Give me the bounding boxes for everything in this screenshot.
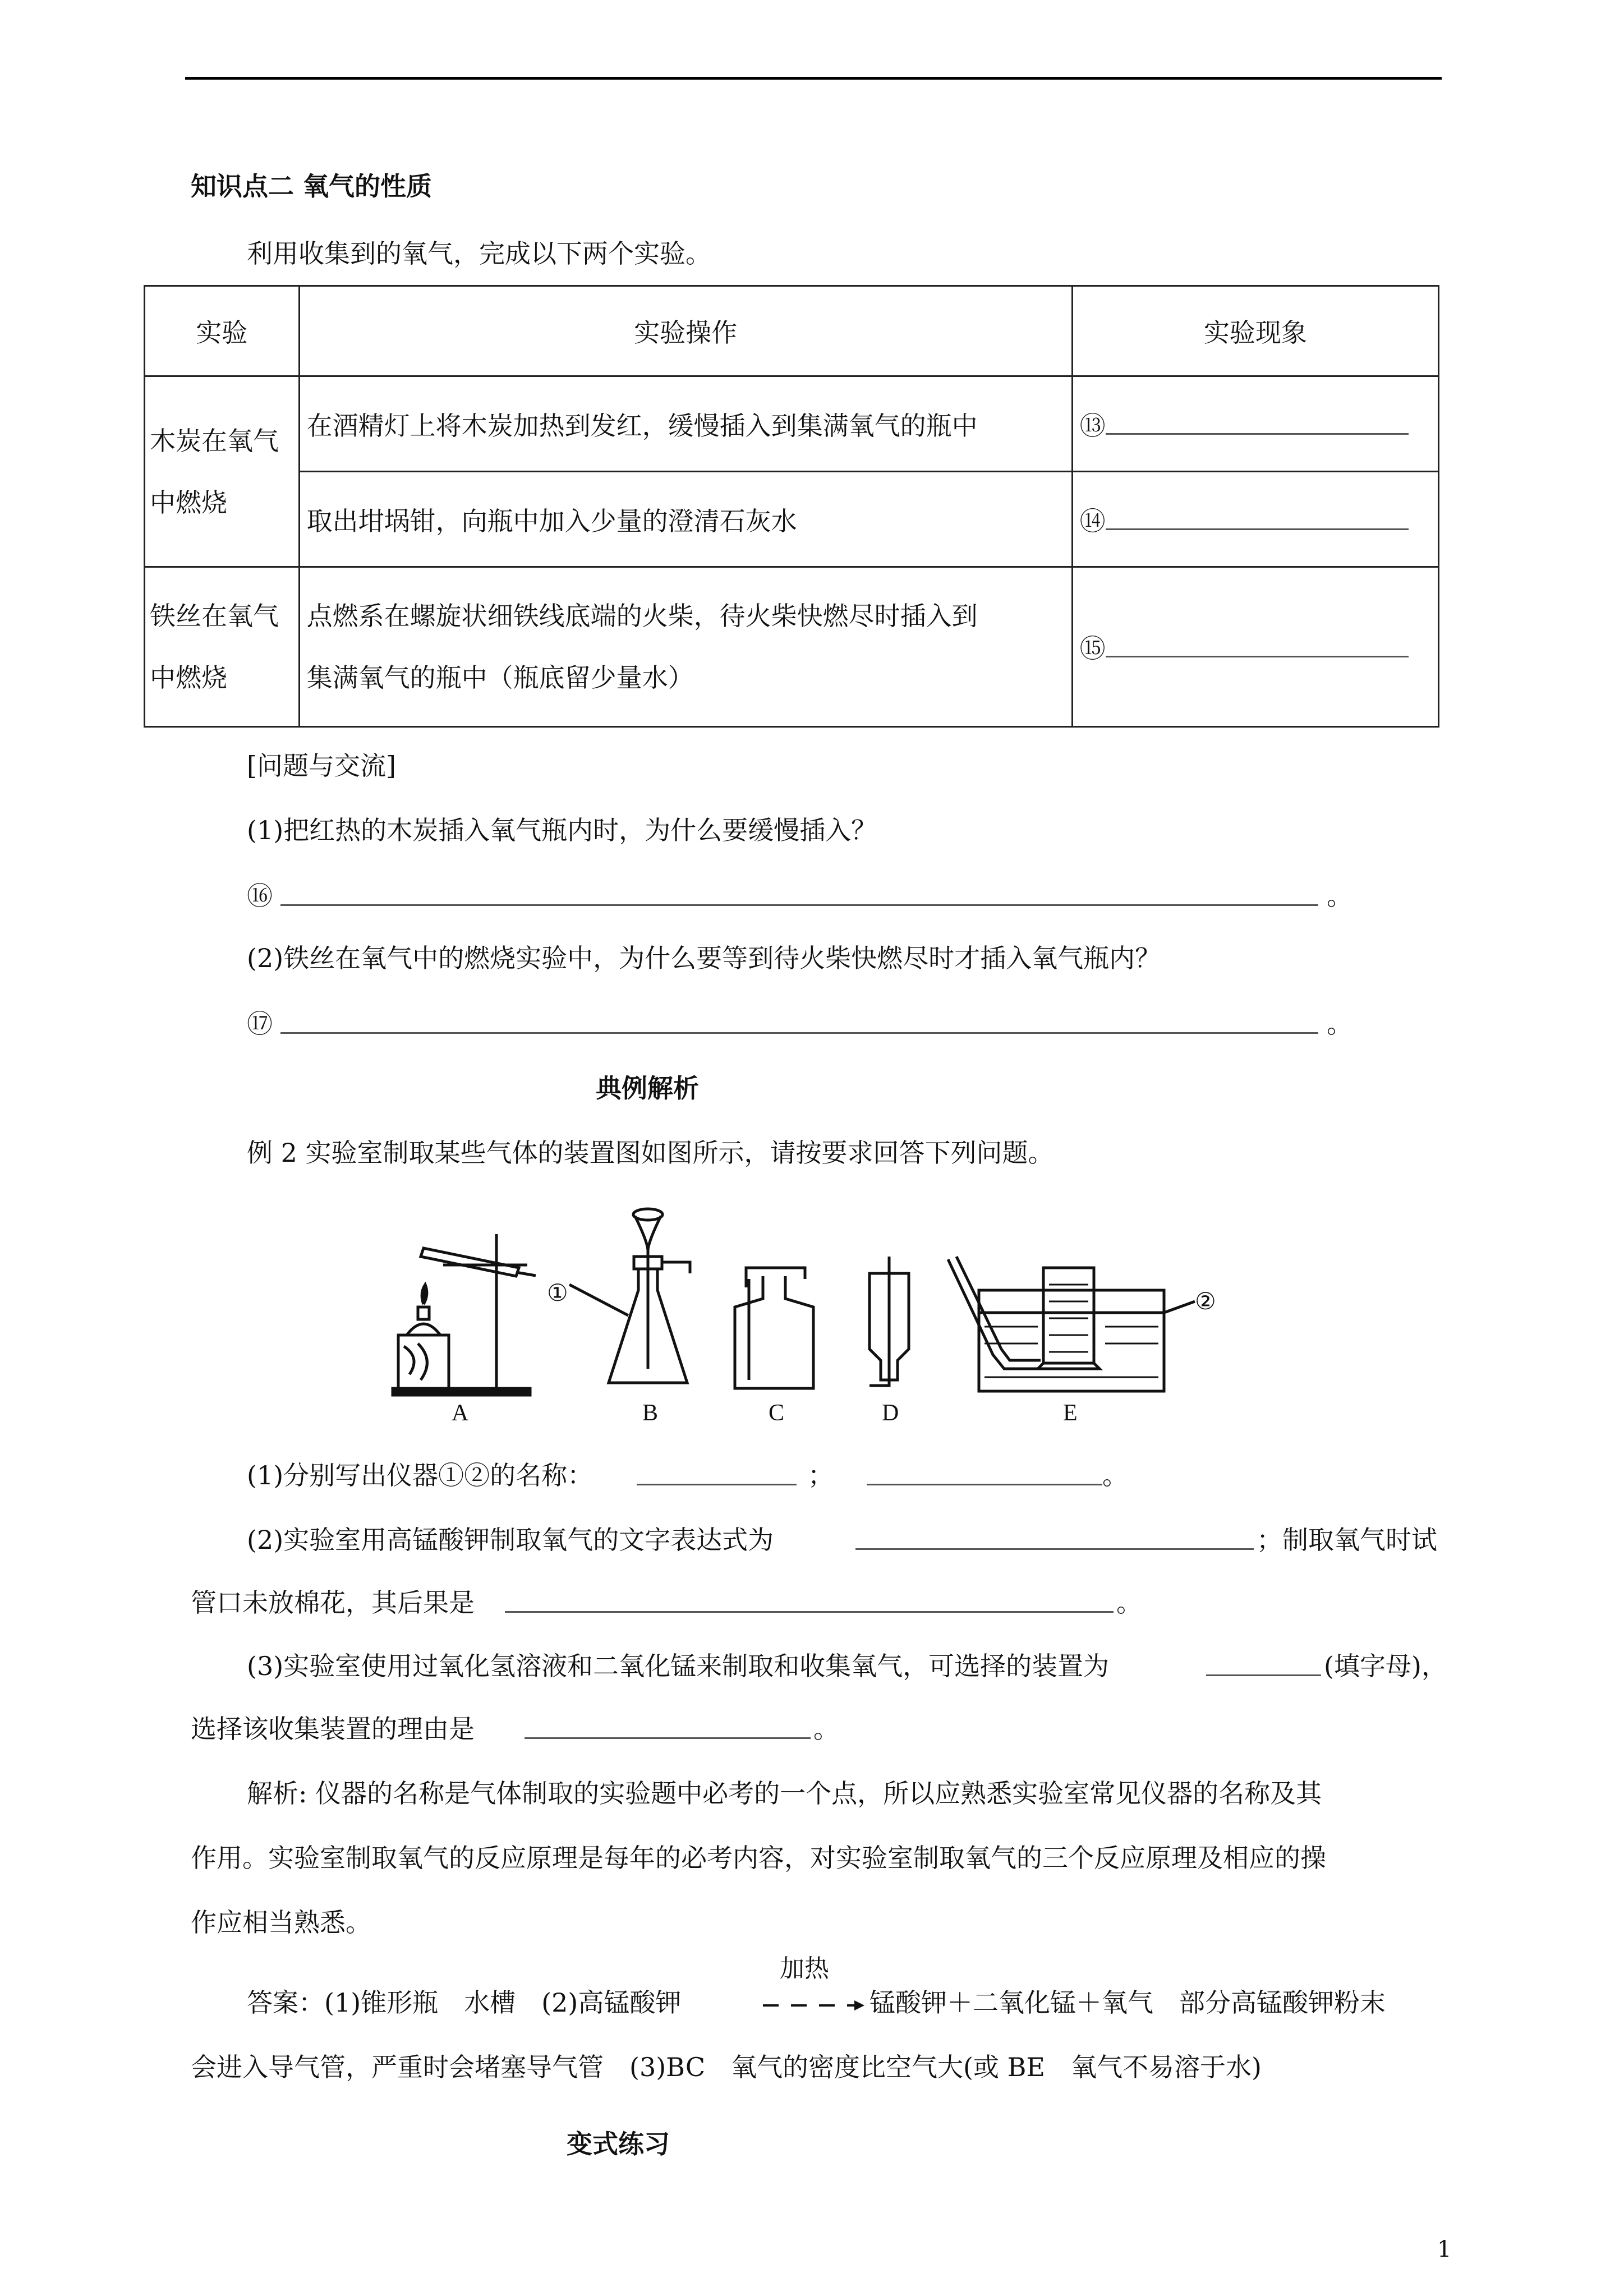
answer-blank-15[interactable]	[1106, 633, 1409, 657]
page-number: 1	[1437, 2237, 1452, 2262]
part-3-text-a: (3)实验室使用过氧化氢溶液和二氧化锰来制取和收集氧气，可选择的装置为	[247, 1651, 1110, 1681]
charcoal-label-1: 木炭在氧气	[150, 425, 279, 456]
answer-cell-13	[1072, 376, 1438, 472]
question-2: (2)铁丝在氧气中的燃烧实验中，为什么要等到待火柴快燃尽时才插入氧气瓶内？	[247, 943, 1161, 973]
blank-reason[interactable]	[525, 1737, 811, 1739]
blank-consequence[interactable]	[505, 1611, 1114, 1613]
iron-operation-2: 集满氧气的瓶中（瓶底留少量水）	[306, 662, 694, 693]
apparatus-e	[948, 1257, 1195, 1391]
answer-line-16[interactable]	[280, 904, 1318, 906]
intro-text: 利用收集到的氧气，完成以下两个实验。	[247, 238, 711, 269]
figure-label-b: B	[642, 1400, 659, 1426]
part-2-text-a: (2)实验室用高锰酸钾制取氧气的文字表达式为	[247, 1525, 774, 1555]
apparatus-d	[869, 1257, 909, 1386]
answer-line-2: 会进入导气管，严重时会堵塞导气管 (3)BC 氧气的密度比空气大(或 BE 氧气不易溶于水)	[191, 2052, 1262, 2082]
answer-mark-16: ⑯	[247, 881, 273, 911]
iron-operation-1: 点燃系在螺旋状细铁线底端的火柴，待火柴快燃尽时插入到	[306, 601, 978, 631]
example-heading: 典例解析	[596, 1073, 699, 1103]
answer-cell-15	[1072, 567, 1438, 727]
table-header-experiment: 实验	[145, 286, 300, 376]
apparatus-c	[735, 1268, 813, 1388]
answer-line-17[interactable]	[280, 1032, 1318, 1034]
part-3-text-c: 选择该收集装置的理由是	[191, 1714, 475, 1744]
answer-mark-15: ⑮	[1079, 633, 1106, 664]
part-2-text-b: ；制取氧气时试	[1257, 1525, 1437, 1555]
part-1-text: (1)分别写出仪器①②的名称：	[247, 1460, 594, 1490]
figure-mark-2: ②	[1195, 1289, 1216, 1315]
answer-line-1b: 锰酸钾＋二氧化锰＋氧气 部分高锰酸钾粉末	[869, 1987, 1386, 2018]
period-17: 。	[1327, 1009, 1352, 1039]
figure-label-d: D	[882, 1400, 899, 1426]
apparatus-b	[569, 1209, 690, 1383]
charcoal-operation-1: 在酒精灯上将木炭加热到发红，缓慢插入到集满氧气的瓶中	[299, 376, 1072, 472]
experiment-table	[144, 285, 1439, 728]
answer-blank-14[interactable]	[1106, 506, 1409, 530]
table-cell-charcoal	[145, 376, 300, 567]
qa-title: [问题与交流]	[247, 751, 396, 781]
answer-mark-13: ⑬	[1079, 410, 1106, 441]
iron-label-1: 铁丝在氧气	[150, 601, 279, 631]
figure-label-e: E	[1063, 1400, 1078, 1426]
apparatus-a	[393, 1234, 536, 1395]
heat-condition-label: 加热	[780, 1954, 829, 1983]
table-header-operation: 实验操作	[299, 286, 1072, 376]
analysis-line-2: 作用。实验室制取氧气的反应原理是每年的必考内容，对实验室制取氧气的三个反应原理及相应的操	[191, 1843, 1326, 1873]
iron-label-2: 中燃烧	[150, 662, 227, 693]
charcoal-label-2: 中燃烧	[150, 487, 227, 518]
analysis-line-1: 解析: 仪器的名称是气体制取的实验题中必考的一个点，所以应熟悉实验室常见仪器的名称及其	[247, 1778, 1322, 1809]
table-header-phenomenon: 实验现象	[1072, 286, 1438, 376]
section-title: 知识点二 氧气的性质	[191, 171, 433, 201]
answer-line-1a: 答案：(1)锥形瓶 水槽 (2)高锰酸钾	[247, 1987, 682, 2018]
part-1-separator: ；	[808, 1460, 834, 1490]
example-intro: 例 2 实验室制取某些气体的装置图如图所示，请按要求回答下列问题。	[247, 1138, 1054, 1168]
apparatus-diagram	[387, 1200, 1318, 1408]
part-3-text-b: (填字母)，	[1324, 1651, 1447, 1681]
figure-label-c: C	[769, 1400, 785, 1426]
answer-cell-14	[1072, 472, 1438, 567]
figure-mark-1: ①	[547, 1281, 568, 1306]
reaction-arrow-icon	[760, 1999, 867, 2012]
blank-equation[interactable]	[855, 1548, 1254, 1550]
analysis-line-3: 作应相当熟悉。	[191, 1907, 371, 1938]
part-3-period: 。	[813, 1714, 839, 1744]
table-cell-iron	[145, 567, 300, 727]
practice-heading: 变式练习	[567, 2129, 670, 2159]
iron-operation	[299, 567, 1072, 727]
blank-apparatus-choice[interactable]	[1206, 1674, 1321, 1676]
answer-mark-17: ⑰	[247, 1009, 273, 1039]
answer-mark-14: ⑭	[1079, 505, 1106, 536]
period-16: 。	[1327, 881, 1352, 911]
charcoal-operation-2: 取出坩埚钳，向瓶中加入少量的澄清石灰水	[299, 472, 1072, 567]
question-1: (1)把红热的木炭插入氧气瓶内时，为什么要缓慢插入？	[247, 815, 877, 845]
blank-instrument-1[interactable]	[637, 1484, 797, 1485]
part-1-period: 。	[1102, 1460, 1128, 1490]
part-2-text-c: 管口未放棉花，其后果是	[191, 1588, 475, 1618]
part-2-period: 。	[1116, 1588, 1142, 1618]
header-rule	[185, 77, 1442, 80]
answer-blank-13[interactable]	[1106, 411, 1409, 435]
apparatus-figure	[387, 1200, 1318, 1436]
blank-instrument-2[interactable]	[867, 1484, 1102, 1485]
figure-label-a: A	[452, 1400, 469, 1426]
